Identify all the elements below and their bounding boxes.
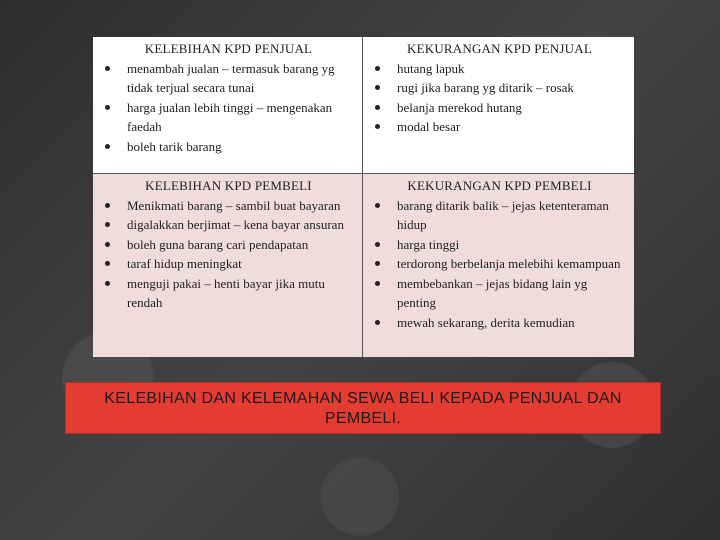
list-kelebihan-pembeli [93,196,356,313]
heading-kekurangan-penjual: KEKURANGAN KPD PENJUAL [407,41,592,56]
list-item: terdorong berbelanja melebihi kemampuan [363,254,628,274]
list-item: barang ditarik balik – jejas ketenteraman hidup [363,196,628,235]
banner-title: KELEBIHAN DAN KELEMAHAN SEWA BELI KEPADA PENJUAL DAN PEMBELI. [104,390,622,427]
list-kekurangan-pembeli [363,196,628,333]
cell-kekurangan-penjual [363,37,634,174]
list-item: boleh guna barang cari pendapatan [93,235,356,255]
list-item: hutang lapuk [363,59,628,79]
cell-kelebihan-penjual [93,37,363,174]
list-item: digalakkan berjimat – kena bayar ansuran [93,215,356,235]
cell-kelebihan-pembeli [93,174,363,357]
list-item: belanja merekod hutang [363,98,628,118]
title-banner [65,382,661,434]
list-item: membebankan – jejas bidang lain yg penting [363,274,628,313]
cell-kekurangan-pembeli [363,174,634,357]
list-item: rugi jika barang yg ditarik – rosak [363,78,628,98]
list-item: menambah jualan – termasuk barang yg tidak terjual secara tunai [93,59,356,98]
list-item: menguji pakai – henti bayar jika mutu rendah [93,274,356,313]
list-item: mewah sekarang, derita kemudian [363,313,628,333]
list-kekurangan-penjual [363,59,628,137]
list-item: harga jualan lebih tinggi – mengenakan faedah [93,98,356,137]
heading-kelebihan-penjual: KELEBIHAN KPD PENJUAL [144,41,313,56]
list-item: boleh tarik barang [93,137,356,157]
list-item: Menikmati barang – sambil buat bayaran [93,196,356,216]
list-item: modal besar [363,117,628,137]
list-item: taraf hidup meningkat [93,254,356,274]
heading-kekurangan-pembeli: KEKURANGAN KPD PEMBELI [407,178,592,193]
heading-kelebihan-pembeli: KELEBIHAN KPD PEMBELI [145,178,312,193]
comparison-table [93,37,634,357]
list-item: harga tinggi [363,235,628,255]
list-kelebihan-penjual [93,59,356,157]
